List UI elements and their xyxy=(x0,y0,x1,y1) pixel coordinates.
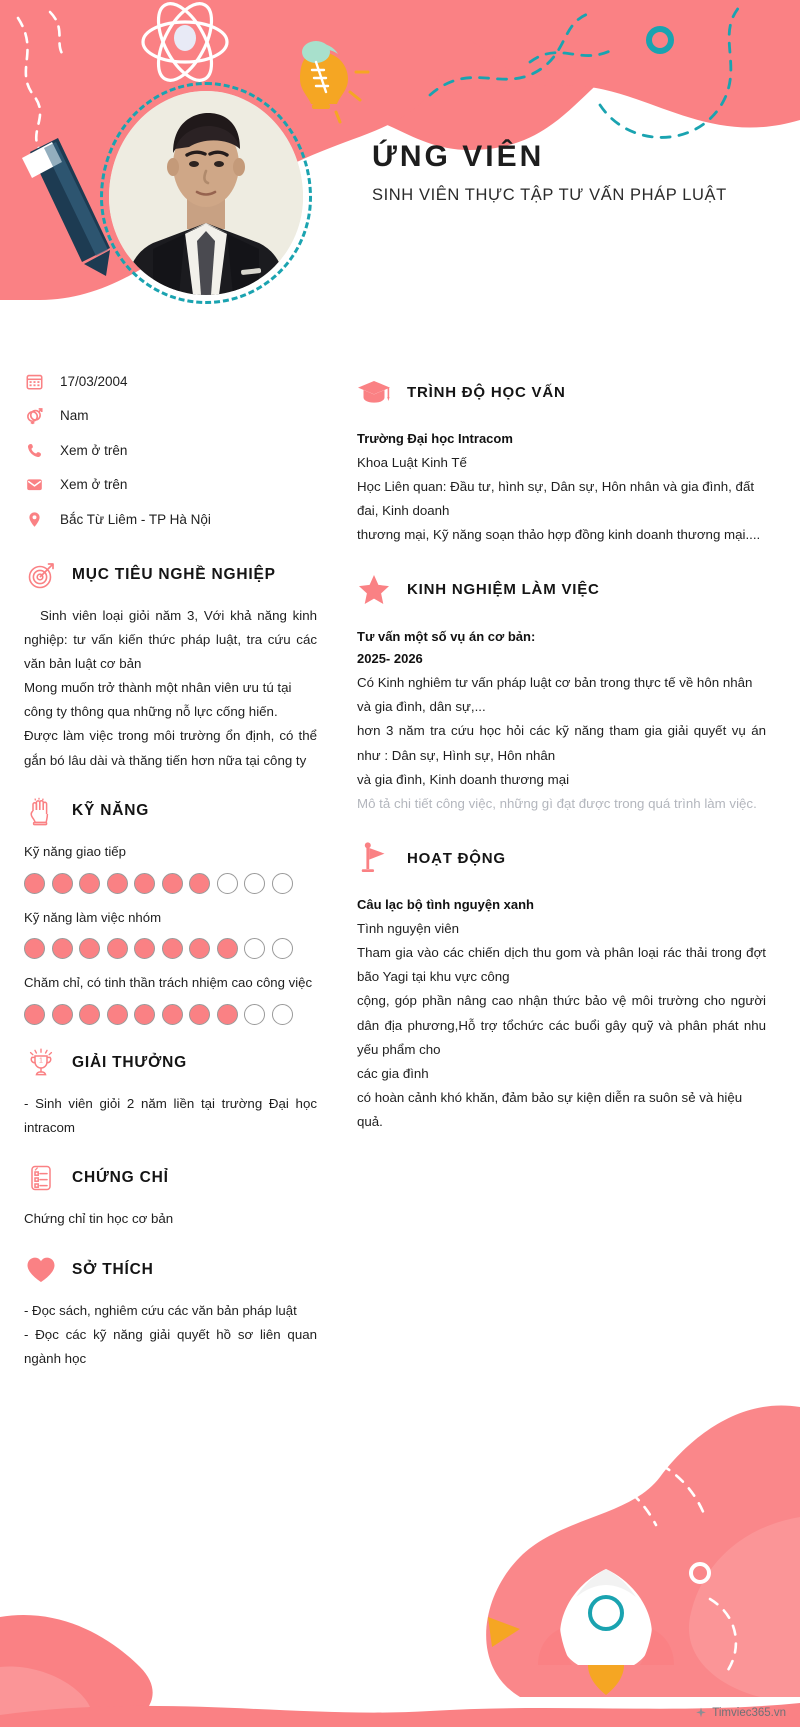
skill-item xyxy=(24,971,317,1025)
skill-rating xyxy=(24,873,317,894)
brand-name: Timviec365.vn xyxy=(712,1707,786,1719)
email-icon xyxy=(24,476,44,493)
skill-dot xyxy=(189,873,210,894)
skill-dot xyxy=(217,938,238,959)
skill-dot xyxy=(244,938,265,959)
atom-nucleus xyxy=(174,25,196,51)
target-icon xyxy=(24,559,58,591)
hobby-line: - Đọc sách, nghiêm cứu các văn bản pháp luật xyxy=(24,1302,297,1318)
skill-dot xyxy=(52,873,73,894)
candidate-role: SINH VIÊN THỰC TẬP TƯ VẤN PHÁP LUẬT xyxy=(372,186,727,204)
skill-dot xyxy=(272,938,293,959)
section-title: KINH NGHIỆM LÀM VIỆC xyxy=(407,581,600,598)
header-text xyxy=(372,140,727,205)
skill-dot xyxy=(79,938,100,959)
activities-detail: các gia đình xyxy=(357,1066,429,1081)
location-icon xyxy=(24,511,44,528)
hobby-line: - Đọc các kỹ năng giải quyết hồ sơ liên quan ngành học xyxy=(24,1327,317,1367)
skill-dot xyxy=(24,873,45,894)
skill-dot xyxy=(189,938,210,959)
contact-value: Bắc Từ Liêm - TP Hà Nội xyxy=(60,511,211,527)
skill-dot xyxy=(244,873,265,894)
triangle-shape xyxy=(452,1663,484,1685)
contact-value: 17/03/2004 xyxy=(60,373,128,389)
skill-dot xyxy=(24,938,45,959)
contact-item-phone xyxy=(24,433,317,468)
brand-watermark xyxy=(695,1707,786,1719)
skill-rating xyxy=(24,1004,317,1025)
activities-org: Câu lạc bộ tình nguyện xanh xyxy=(357,897,534,913)
skill-dot xyxy=(79,873,100,894)
phone-icon xyxy=(24,442,44,459)
skill-dot xyxy=(162,938,183,959)
section-certificates-header xyxy=(24,1162,317,1194)
avatar xyxy=(100,82,312,304)
section-awards-header xyxy=(24,1047,317,1079)
skill-label: Kỹ năng làm việc nhóm xyxy=(24,909,162,925)
hand-icon xyxy=(24,795,58,827)
contact-value: Xem ở trên xyxy=(60,442,128,458)
objective-paragraph-1: Sinh viên loại giỏi năm 3, Với khả năng kinh nghiệp: tư vấn kiến thức pháp luật, tra cứu các văn bản luật cơ bản xyxy=(24,607,317,671)
skill-rating xyxy=(24,938,317,959)
contact-value: Nam xyxy=(60,408,89,424)
experience-detail: và gia đình, Kinh doanh thương mại xyxy=(357,771,570,787)
experience-period: 2025- 2026 xyxy=(357,651,423,667)
education-faculty: Khoa Luật Kinh Tế xyxy=(357,454,467,470)
section-education-header xyxy=(357,376,766,408)
education-detail: Học Liên quan: Đầu tư, hình sự, Dân sự, Hôn nhân và gia đình, đất đai, Kinh doanh xyxy=(357,478,755,519)
section-objective-header xyxy=(24,559,317,591)
certificates-text: Chứng chỉ tin học cơ bản xyxy=(24,1211,174,1227)
certificate-icon xyxy=(24,1162,58,1194)
section-title: HOẠT ĐỘNG xyxy=(407,849,506,867)
section-skills-header xyxy=(24,795,317,827)
skill-item xyxy=(24,906,317,960)
candidate-name: ỨNG VIÊN xyxy=(372,140,545,173)
skill-dot xyxy=(79,1004,100,1025)
flag-icon xyxy=(357,842,391,874)
education-school: Trường Đại học Intracom xyxy=(357,431,513,446)
gender-icon xyxy=(24,407,44,425)
skill-dot xyxy=(107,938,128,959)
section-title: GIẢI THƯỞNG xyxy=(72,1054,187,1072)
cv-body xyxy=(0,330,800,1371)
skill-dot xyxy=(217,873,238,894)
activities-role: Tình nguyện viên xyxy=(357,920,460,936)
awards-text: - Sinh viên giỏi 2 năm liền tại trường Đại học intracom xyxy=(24,1096,317,1136)
footer-decoration xyxy=(0,1367,800,1727)
right-column xyxy=(345,342,800,1371)
skill-dot xyxy=(272,1004,293,1025)
section-title: TRÌNH ĐỘ HỌC VẤN xyxy=(407,383,566,401)
calendar-icon xyxy=(24,373,44,390)
contact-item-birthdate xyxy=(24,364,317,399)
experience-detail: Có Kinh nghiêm tư vấn pháp luật cơ bản trong thực tế về hôn nhân và gia đình, dân sự,... xyxy=(357,675,753,715)
experience-placeholder: Mô tả chi tiết công việc, những gì đạt được trong quá trình làm việc. xyxy=(357,795,757,811)
activities-detail: cộng, góp phần nâng cao nhận thức bảo vệ môi trường cho người dân địa phương,Hỗ trợ tổchức các buổi gây quỹ và phân phát nhu yếu phẩm cho xyxy=(357,993,766,1057)
skill-dot xyxy=(107,873,128,894)
contact-item-email xyxy=(24,468,317,503)
trophy-icon xyxy=(24,1047,58,1079)
skill-dot xyxy=(134,938,155,959)
contact-list xyxy=(24,364,317,537)
contact-item-location xyxy=(24,502,317,537)
contact-item-gender xyxy=(24,399,317,434)
section-experience-header xyxy=(357,574,766,606)
cv-header xyxy=(0,0,800,330)
skill-dot xyxy=(24,1004,45,1025)
education-detail: thương mại, Kỹ năng soạn thảo hợp đồng kinh doanh thương mại.... xyxy=(357,527,761,543)
skill-dot xyxy=(134,1004,155,1025)
heart-icon xyxy=(24,1254,58,1286)
graduation-cap-icon xyxy=(357,376,391,408)
objective-paragraph-3: Được làm việc trong môi trường ổn định, có thể gắn bó lâu dài và thăng tiến hơn nữa tại công ty xyxy=(24,728,317,768)
avatar-photo xyxy=(109,91,303,295)
skill-dot xyxy=(272,873,293,894)
section-title: SỞ THÍCH xyxy=(72,1260,154,1278)
skill-dot xyxy=(244,1004,265,1025)
activities-detail: có hoàn cảnh khó khăn, đảm bảo sự kiện diễn ra suôn sẻ và hiệu quả. xyxy=(357,1090,743,1130)
cv-footer xyxy=(0,1367,800,1727)
skill-dot xyxy=(162,873,183,894)
section-activities-header xyxy=(357,842,766,874)
sparkle-icon xyxy=(695,1707,707,1719)
skill-dot xyxy=(189,1004,210,1025)
contact-value: Xem ở trên xyxy=(60,477,128,493)
activities-detail: Tham gia vào các chiến dịch thu gom và phân loại rác thải trong đợt bão Yagi tại khu vực công xyxy=(357,945,766,985)
skill-label: Chăm chỉ, có tinh thần trách nhiệm cao công việc xyxy=(24,975,313,991)
section-title: CHỨNG CHỈ xyxy=(72,1169,169,1187)
section-title: MỤC TIÊU NGHỀ NGHIỆP xyxy=(72,565,276,583)
svg-text:1: 1 xyxy=(39,1057,43,1065)
skill-dot xyxy=(162,1004,183,1025)
skill-dot xyxy=(52,1004,73,1025)
star-icon xyxy=(357,574,391,606)
left-column xyxy=(0,342,345,1371)
skill-dot xyxy=(52,938,73,959)
experience-role: Tư vấn một số vụ án cơ bản: xyxy=(357,628,536,644)
experience-detail: hơn 3 năm tra cứu học hỏi các kỹ năng tham gia giải quyết vụ án như : Dân sự, Hình sự, Hôn nhân xyxy=(357,723,766,763)
section-hobbies-header xyxy=(24,1254,317,1286)
skill-dot xyxy=(217,1004,238,1025)
skill-label: Kỹ năng giao tiếp xyxy=(24,843,126,859)
skill-item xyxy=(24,840,317,894)
section-title: KỸ NĂNG xyxy=(72,801,150,819)
skill-dot xyxy=(107,1004,128,1025)
objective-paragraph-2: Mong muốn trở thành một nhân viên ưu tú tại công ty thông qua những nỗ lực cống hiến. xyxy=(24,680,292,720)
skill-dot xyxy=(134,873,155,894)
